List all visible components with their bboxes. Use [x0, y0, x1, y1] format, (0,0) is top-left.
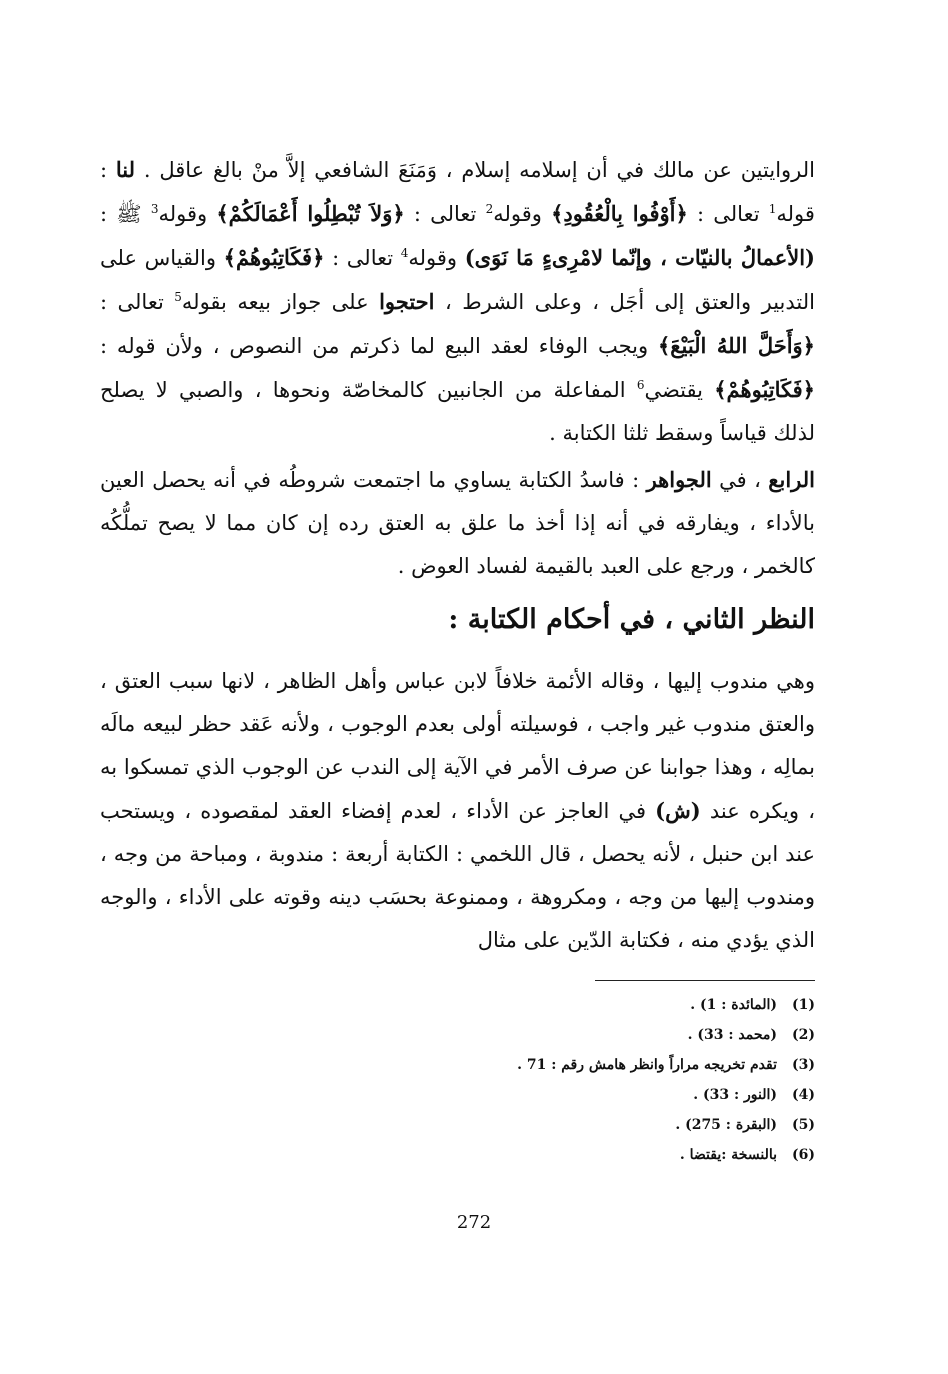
text-run: في العاجز عن الأداء ، لعدم إفضاء العقد لمقصوده ، ويستحب عند ابن حنبل ، لأنه يحصل ، قال اللخمي : الكتابة أربعة : مندوبة ، ومباحة من وجه ، ومندوب إليها من وجه ، ومكروهة ، وممنوعة بحسَب دينه وقوته على الأداء ، والوجه الذي يؤدي منه ، فكتابة الدّين على مثال [100, 799, 815, 952]
text-run: والقياس على التدبير والعتق إلى أجَل ، وعلى الشرط ، [100, 246, 815, 314]
quran-quote-5: ﴿فَكَاتِبُوهُمْ﴾ [714, 377, 815, 402]
footnote-ref-5: 5 [174, 290, 182, 304]
footnote-ref-1: 1 [768, 202, 777, 216]
footnote-item [300, 1020, 815, 1050]
footnote-item [300, 990, 815, 1020]
text-run: وقوله [408, 246, 458, 270]
quran-quote-2: ﴿وَلاَ تُبْطِلُوا أَعْمَالَكُمْ﴾ [216, 201, 405, 226]
footnote-text: (محمد : 33) . [687, 1027, 777, 1043]
text-run: ﷺ : [100, 202, 142, 226]
text-run: تعالى : [332, 246, 394, 270]
text-run: وهي مندوب إليها ، وقاله الأئمة خلافاً لابن عباس وأهل الظاهر ، لانها سبب العتق ، والعتق مندوب غير واجب ، فوسيلته أولى بعدم الوجوب ، ولأنه عَقد حظر لبيعه مالَه بمالِه ، وهذا جوابنا عن صرف الأمر في الآية إلى الندب عن الوجوب الذي تمسكوا به ، ويكره عند [100, 669, 815, 823]
paragraph-3 [100, 660, 815, 962]
footnote-item [300, 1050, 815, 1080]
quran-quote-3: ﴿فَكَاتِبُوهُمْ﴾ [223, 245, 325, 270]
bold-term-jawahir: الجواهر [646, 467, 712, 492]
footnote-number: (4) [792, 1087, 815, 1103]
footnote-text: (المائدة : 1) . [690, 997, 777, 1013]
paragraph-2 [100, 458, 815, 588]
text-run: ويجب الوفاء لعقد البيع لما ذكرتم من النصوص ، ولأن قوله : [100, 334, 649, 358]
footnote-text: بالنسخة :يقتضا . [679, 1147, 777, 1163]
text-run: تعالى : [697, 202, 760, 226]
footnote-number: (6) [792, 1147, 815, 1163]
footnote-number: (5) [792, 1117, 815, 1133]
footnote-ref-2: 2 [485, 202, 494, 216]
section-heading: النظر الثاني ، في أحكام الكتابة : [448, 604, 815, 635]
footnote-text: (النور : 33) . [693, 1087, 777, 1103]
footnote-text: (البقرة : 275) . [675, 1117, 777, 1133]
footnote-ref-6: 6 [636, 378, 645, 392]
text-run: ، في [719, 468, 761, 492]
footnote-text: تقدم تخريجه مراراً وانظر هامش رقم : 71 . [517, 1057, 777, 1073]
bold-term-sh: (ش) [655, 798, 701, 823]
text-run: وقوله [493, 202, 542, 226]
bold-term-ihtajju: احتجوا [379, 289, 435, 314]
text-run: على جواز بيعه بقوله [181, 290, 369, 314]
footnote-number: (1) [792, 997, 815, 1013]
paragraph-1 [100, 148, 815, 455]
footnote-ref-4: 4 [400, 246, 409, 260]
bold-term-rabi: الرابع [768, 467, 815, 492]
footnote-number: (2) [792, 1027, 815, 1043]
text-run: وقوله [158, 202, 208, 226]
text-run: الروايتين عن مالك في أن إسلامه إسلام ، وَمَنَعَ الشافعي إلاَّ منْ بالغ عاقل . [143, 158, 815, 182]
footnote-item [300, 1140, 815, 1170]
quran-quote-1: ﴿أَوْفُوا بِالْعُقُودِ﴾ [551, 201, 688, 226]
text-run: تعالى : [100, 290, 164, 314]
text-run: المفاعلة من الجانبين كالمخاصّة ونحوها ، والصبي لا يصلح لذلك قياساً وسقط ثلثا الكتابة . [100, 378, 815, 445]
text-run: تعالى : [413, 202, 477, 226]
footnote-item [300, 1080, 815, 1110]
text-run: : قوله [100, 158, 815, 226]
text-run: يقتضي [644, 378, 703, 402]
hadith-quote: (الأعمالُ بالنيّات ، وإنّما لامْرِىءٍ مَا نَوَى) [464, 245, 815, 270]
text-run: : فاسدُ الكتابة يساوي ما اجتمعت شروطُه في أنه يحصل العين بالأداء ، ويفارقه في أنه إذا أخذ ما علق به العتق رده إن كان مما لا يصح تملُّكُه كالخمر ، ورجع على العبد بالقيمة لفساد العوض . [100, 468, 815, 578]
footnote-divider [595, 980, 815, 981]
footnote-number: (3) [792, 1057, 815, 1073]
page-number: 272 [456, 1212, 492, 1233]
quran-quote-4: ﴿وَأَحَلَّ اللهُ الْبَيْعَ﴾ [658, 333, 815, 358]
footnotes [300, 990, 815, 1170]
footnote-ref-3: 3 [150, 202, 159, 216]
bold-term-lana: لنا [115, 157, 136, 182]
footnote-item [300, 1110, 815, 1140]
